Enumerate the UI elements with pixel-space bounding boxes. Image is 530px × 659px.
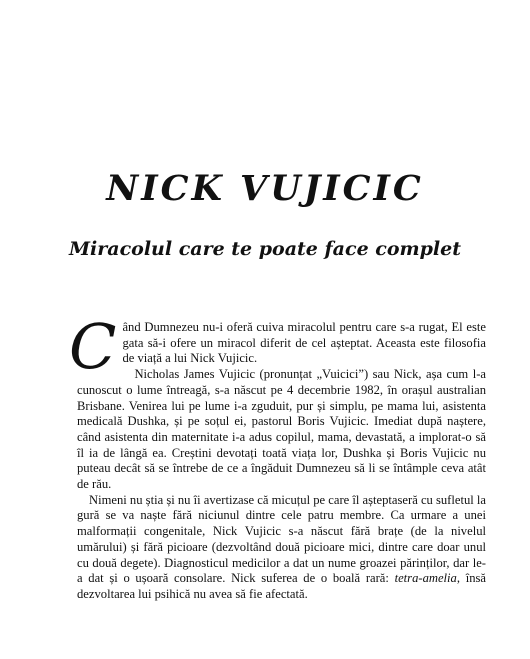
article-body: [69, 310, 486, 603]
paragraph-3-emphasis: tetra-amelia: [394, 571, 457, 586]
chapter-title: NICK VUJICIC: [106, 168, 424, 209]
paragraph-1-text: ând Dumnezeu nu-i oferă cuiva miracolul pentru care s-a rugat, El este gata să-i ofere un miracol diferit de cel așteptat. Aceasta este filosofia de viață a lui Nick Vujicic.: [122, 320, 486, 366]
drop-cap: C: [69, 310, 117, 383]
paragraph-3: [77, 493, 486, 603]
paragraph-3-text-start: Nimeni nu știa și nu îi avertizase că micuțul pe care îl așteptaseră cu sufletul la gură se va naște fără niciunul dintre cele patru membre. Ca urmare a unei malformații congenitale, Nick Vujicic s-a născut fără brațe (de la nivelul umărului) și fără picioare (dezvoltând două picioare mici, dintre care doar unul cu două degete). Diagnosticul medicilor a dat un nume groazei părinților, dar le-a dat și o ușoară consolare. Nick suferea de o boală rară:: [77, 492, 486, 586]
paragraph-2: Nicholas James Vujicic (pronunțat „Vuicici”) sau Nick, așa cum l-a cunoscut o lume întreagă, s-a născut pe 4 decembrie 1982, în orașul australian Brisbane. Venirea lui pe lume i-a zguduit, pur și simplu, pe mama lui, asistenta medicală Dushka, și pe soțul ei, pastorul Boris Vujicic. Imediat după naștere, când asistenta din maternitate i-a adus copilul, mama, devastată, a implorat-o să îl ia de lângă ea. Creștini devotați toată viața lor, Dushka și Boris Vujicic nu puteau decât să se întrebe de ce a îngăduit Dumnezeu să li se întâmple ceva atât de rău.: [77, 367, 486, 492]
paragraph-3-text-end: , însă dezvoltarea lui psihică nu avea să fie afectată.: [77, 571, 486, 601]
paragraph-1: [69, 310, 486, 383]
chapter-subtitle: Miracolul care te poate face complet: [69, 238, 461, 260]
